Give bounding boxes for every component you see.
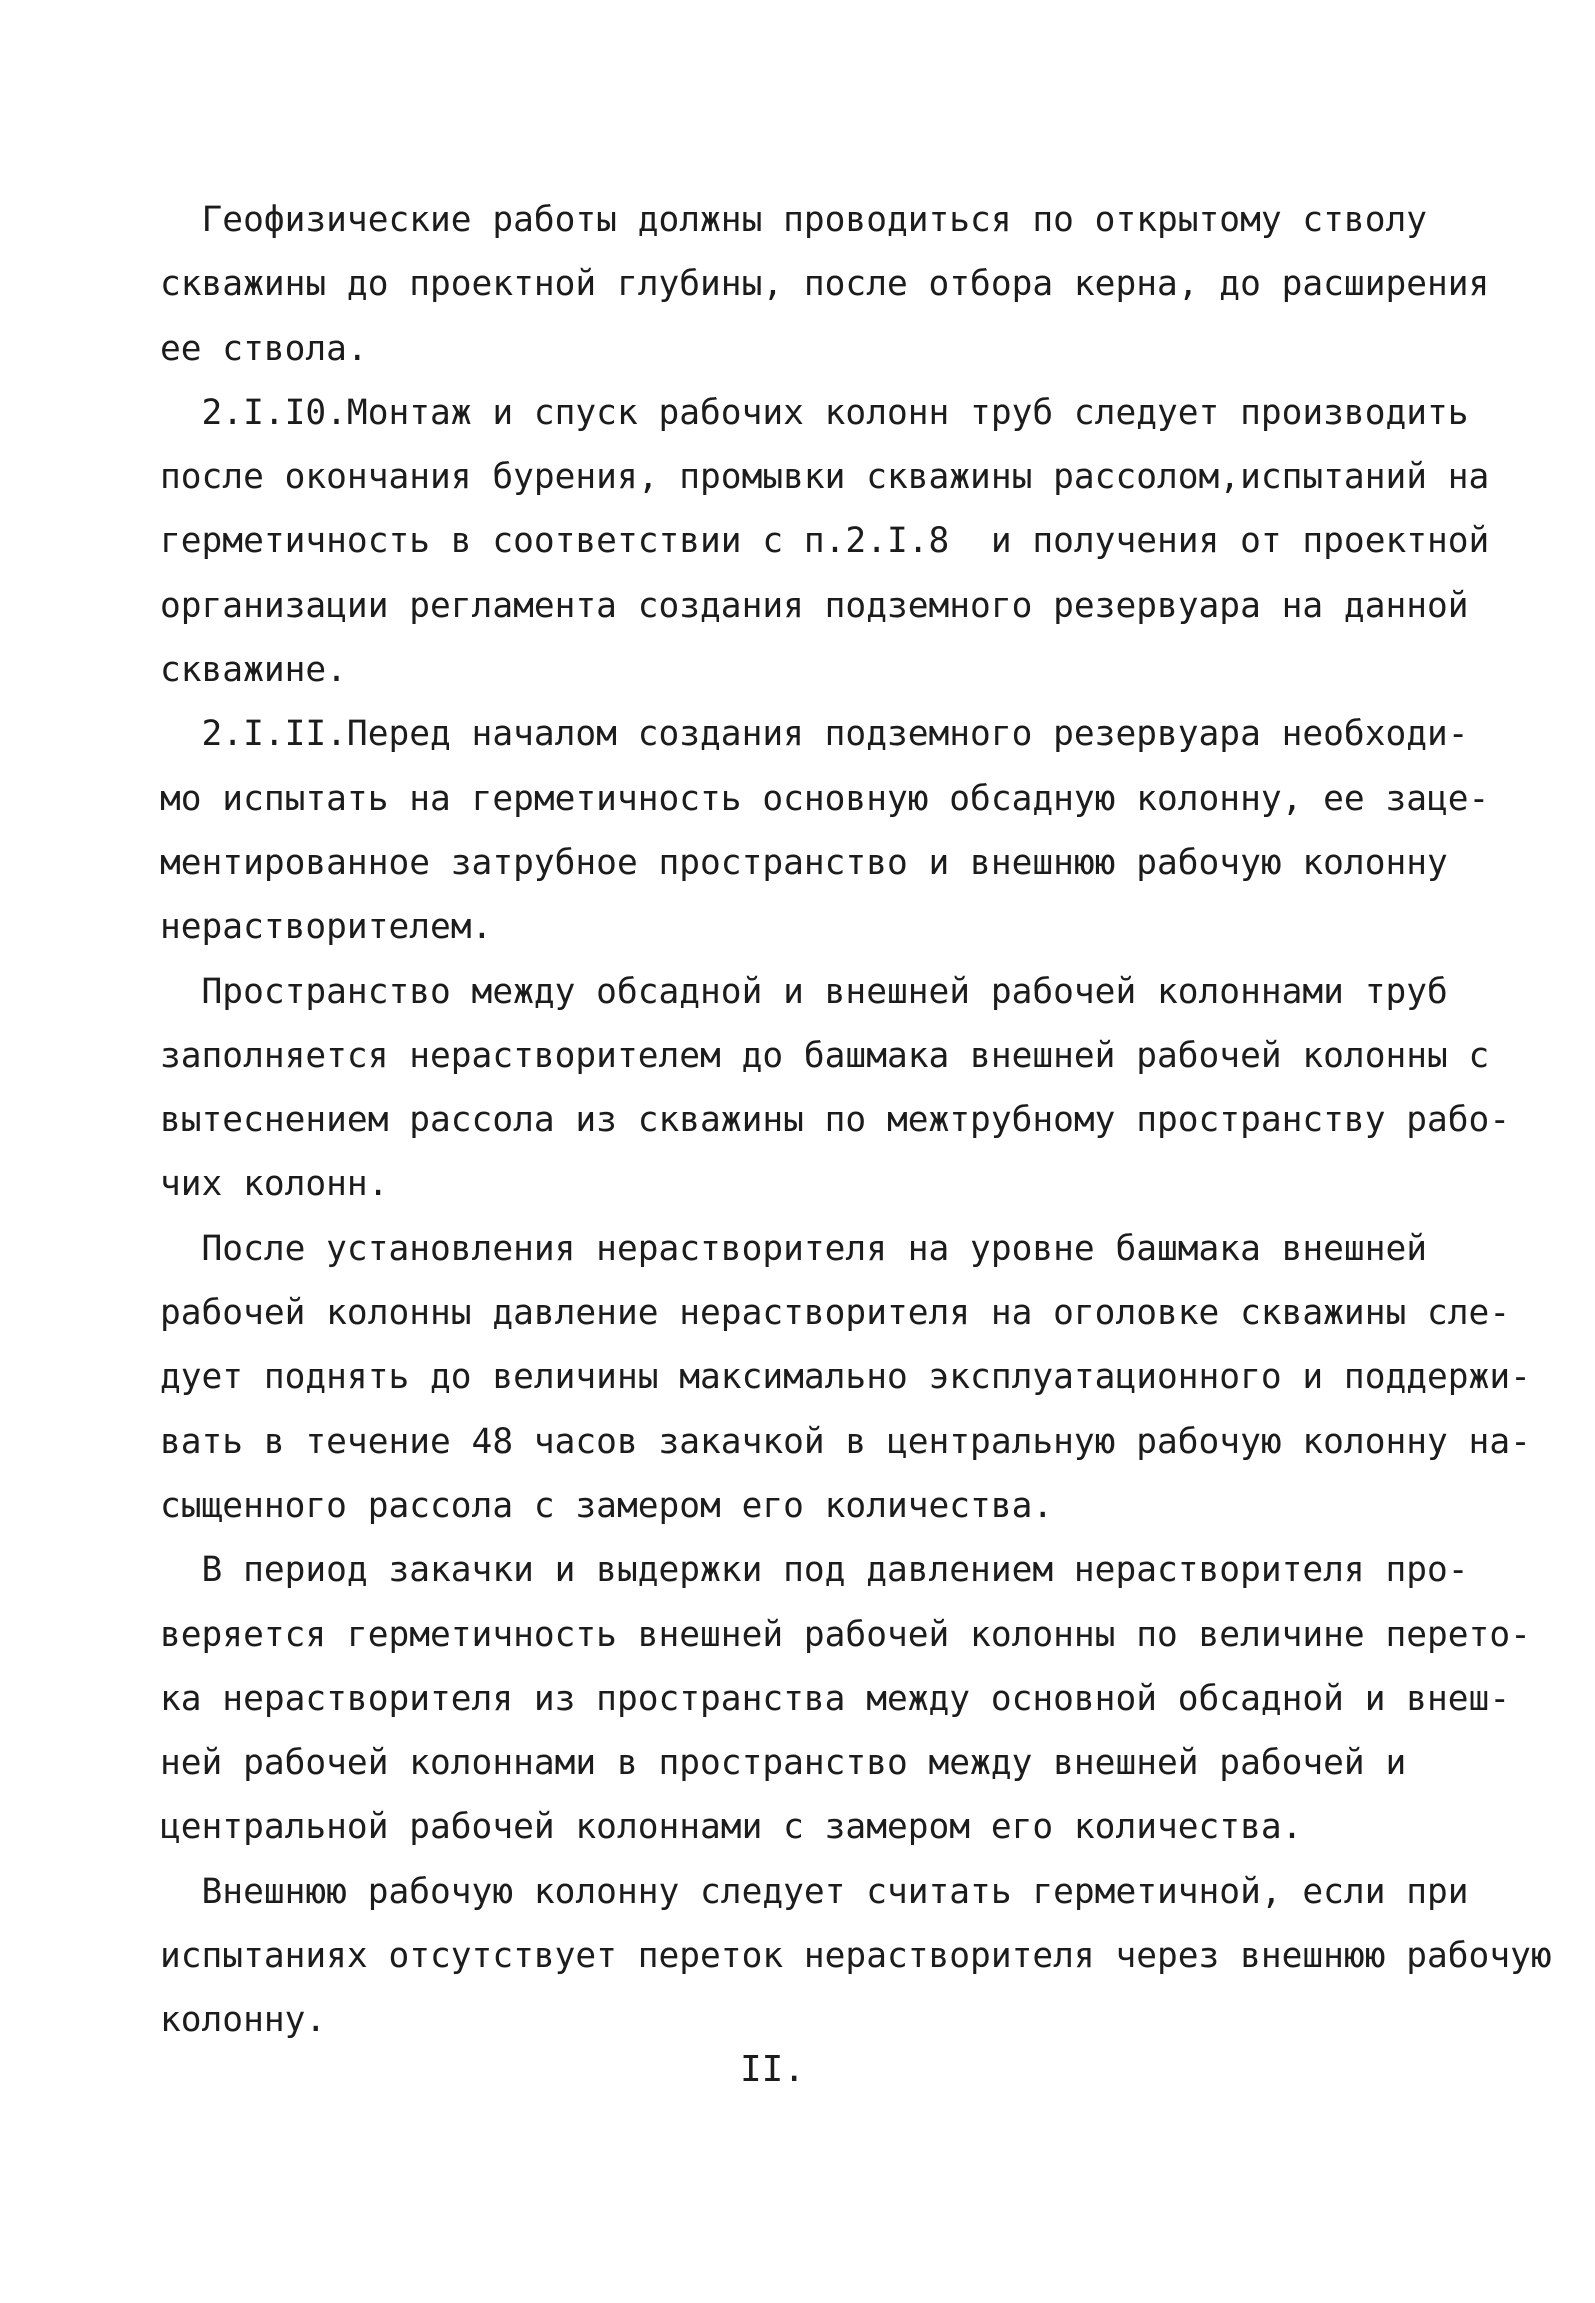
body-text	[160, 188, 1552, 2053]
text-line: ка нерастворителя из пространства между основной обсадной и внеш-	[160, 1678, 1511, 1719]
text-line: Пространство между обсадной и внешней рабочей колоннами труб	[160, 971, 1448, 1012]
text-line: После установления нерастворителя на уровне башмака внешней	[160, 1228, 1428, 1269]
text-line: скважине.	[160, 650, 347, 691]
text-line: ее ствола.	[160, 328, 368, 369]
text-line: 2.I.II.Перед началом создания подземного резервуара необходи-	[160, 714, 1469, 755]
text-line: после окончания бурения, промывки скважины рассолом,испытаний на	[160, 457, 1490, 498]
text-line: сыщенного рассола с замером его количества.	[160, 1485, 1054, 1526]
text-line: ментированное затрубное пространство и внешнюю рабочую колонну	[160, 842, 1448, 883]
text-line: 2.I.I0.Монтаж и спуск рабочих колонн труб следует производить	[160, 392, 1469, 433]
text-line: веряется герметичность внешней рабочей колонны по величине перето-	[160, 1614, 1531, 1655]
text-line: заполняется нерастворителем до башмака внешней рабочей колонны с	[160, 1035, 1490, 1076]
text-line: центральной рабочей колоннами с замером его количества.	[160, 1807, 1303, 1848]
text-line: рабочей колонны давление нерастворителя на оголовке скважины сле-	[160, 1293, 1511, 1334]
text-line: В период закачки и выдержки под давлением нерастворителя про-	[160, 1550, 1469, 1591]
text-line: герметичность в соответствии с п.2.I.8 и получения от проектной	[160, 521, 1490, 562]
page-number: II.	[740, 2049, 806, 2090]
text-line: нерастворителем.	[160, 907, 493, 948]
text-line: чих колонн.	[160, 1164, 389, 1205]
text-line: скважины до проектной глубины, после отбора керна, до расширения	[160, 264, 1490, 305]
text-line: колонну.	[160, 2000, 327, 2041]
text-line: Геофизические работы должны проводиться по открытому стволу	[160, 200, 1428, 240]
text-line: мо испытать на герметичность основную обсадную колонну, ее заце-	[160, 778, 1490, 819]
text-line: организации регламента создания подземного резервуара на данной	[160, 585, 1469, 626]
text-line: вытеснением рассола из скважины по межтрубному пространству рабо-	[160, 1100, 1511, 1141]
text-line: дует поднять до величины максимально эксплуатационного и поддержи-	[160, 1357, 1531, 1398]
text-line: ней рабочей колоннами в пространство между внешней рабочей и	[160, 1743, 1407, 1784]
text-line: Внешнюю рабочую колонну следует считать герметичной, если при	[160, 1871, 1469, 1912]
text-line: испытаниях отсутствует переток нерастворителя через внешнюю рабочую	[160, 1936, 1552, 1977]
text-line: вать в течение 48 часов закачкой в центральную рабочую колонну на-	[160, 1421, 1531, 1462]
